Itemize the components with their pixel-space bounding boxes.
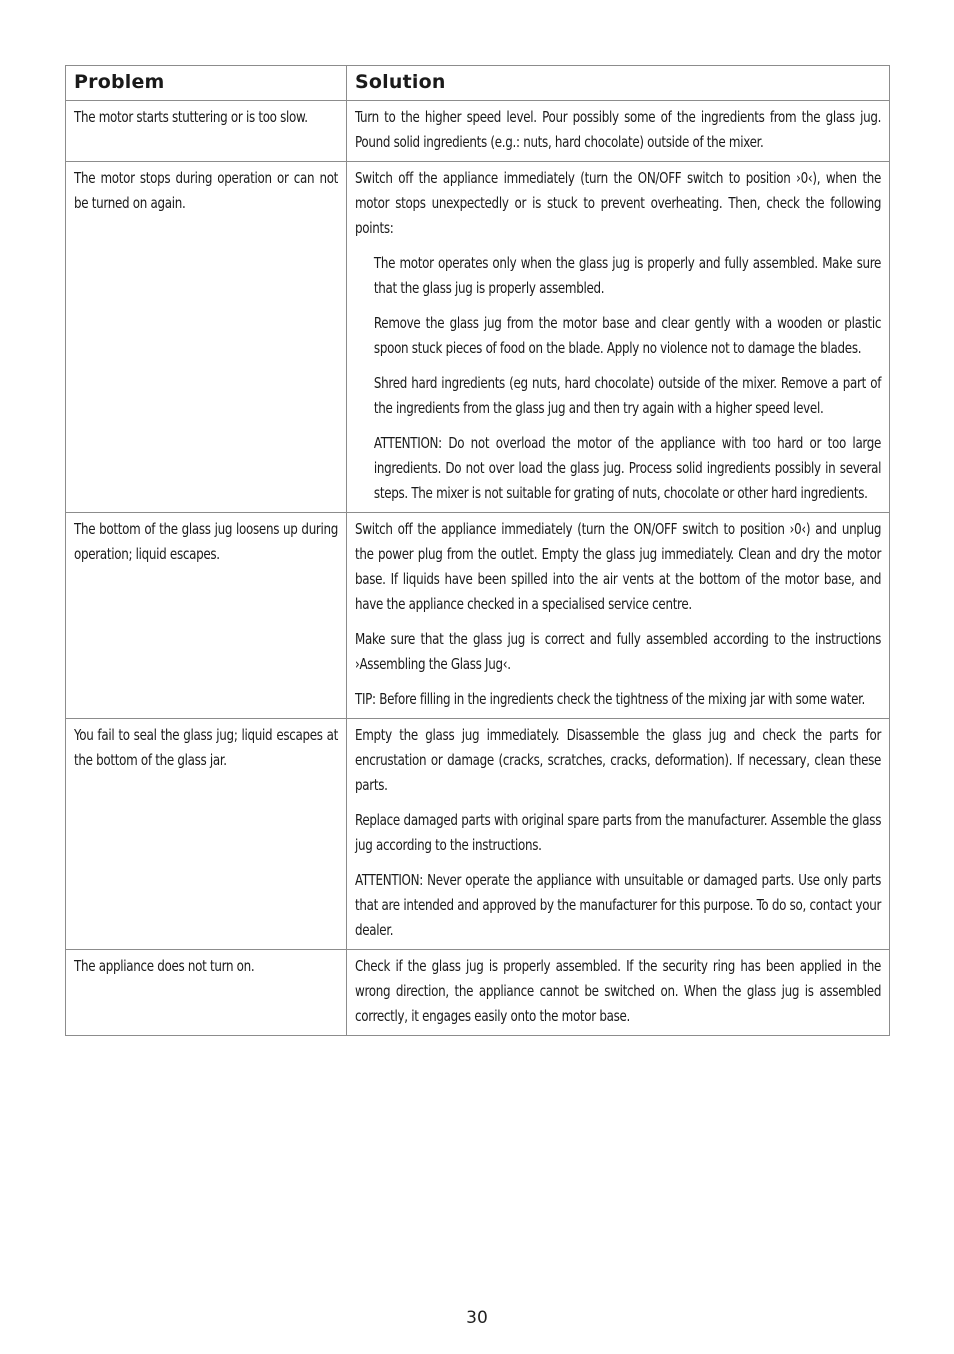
- problem-column-header: Problem: [66, 66, 347, 101]
- solution-column-header: Solution: [347, 66, 890, 101]
- solution-paragraph: Make sure that the glass jug is correct and fully assembled according to the instructions ›Assembling the Glass Jug‹.: [355, 630, 882, 673]
- table-row: [66, 719, 890, 950]
- problem-text: You fail to seal the glass jug; liquid escapes at the bottom of the glass jar.: [74, 726, 339, 769]
- problem-text: The motor stops during operation or can not be turned on again.: [74, 169, 339, 212]
- problem-cell: [66, 719, 347, 950]
- page-number: 30: [466, 1308, 488, 1328]
- solution-sub-point: ATTENTION: Do not overload the motor of the appliance with too hard or too large ingredients. Do not over load the glass jug. Process solid ingredients possibly in several steps. The mixer is not suitable for grating of nuts, chocolate or other hard ingredients.: [373, 434, 882, 502]
- solution-paragraph: Check if the glass jug is properly assembled. If the security ring has been applied in the wrong direction, the appliance cannot be switched on. When the glass jug is assembled correctly, it engages easily onto the motor base.: [355, 957, 882, 1025]
- solution-paragraph: Replace damaged parts with original spare parts from the manufacturer. Assemble the glass jug according to the instructions.: [355, 811, 882, 854]
- solution-cell: [347, 513, 890, 719]
- solution-sub-point: The motor operates only when the glass jug is properly and fully assembled. Make sure that the glass jug is properly assembled.: [373, 254, 882, 297]
- table-row: [66, 101, 890, 162]
- solution-cell: [347, 101, 890, 162]
- solution-tip: TIP: Before filling in the ingredients check the tightness of the mixing jar with some water.: [355, 690, 866, 708]
- problem-text: The appliance does not turn on.: [74, 957, 255, 975]
- solution-paragraph: Turn to the higher speed level. Pour possibly some of the ingredients from the glass jug. Pound solid ingredients (e.g.: nuts, hard chocolate) outside of the mixer.: [355, 108, 882, 151]
- problem-cell: [66, 513, 347, 719]
- problem-text: The bottom of the glass jug loosens up during operation; liquid escapes.: [74, 520, 339, 563]
- solution-sub-point: Shred hard ingredients (eg nuts, hard chocolate) outside of the mixer. Remove a part of the ingredients from the glass jug and then try again with a higher speed level.: [373, 374, 882, 417]
- solution-warning: ATTENTION: Never operate the appliance with unsuitable or damaged parts. Use only parts that are intended and approved by the manufacturer for this purpose. To do so, contact your dealer.: [355, 871, 882, 939]
- solution-paragraph: Switch off the appliance immediately (turn the ON/OFF switch to position ›0‹), when the motor stops unexpectedly or is stuck to prevent overheating. Then, check the following points:: [355, 169, 882, 237]
- problem-cell: [66, 101, 347, 162]
- solution-sub-point: Remove the glass jug from the motor base and clear gently with a wooden or plastic spoon stuck pieces of food on the blade. Apply no violence not to damage the blades.: [373, 314, 882, 357]
- problem-text: The motor starts stuttering or is too slow.: [74, 108, 308, 126]
- solution-cell: [347, 950, 890, 1036]
- problem-cell: [66, 950, 347, 1036]
- solution-cell: [347, 162, 890, 513]
- solution-paragraph: Empty the glass jug immediately. Disassemble the glass jug and check the parts for encrustation or damage (cracks, scratches, cracks, deformation). If necessary, clean these parts.: [355, 726, 882, 794]
- table-row: [66, 162, 890, 513]
- solution-cell: [347, 719, 890, 950]
- table-row: [66, 513, 890, 719]
- table-header-row: [66, 66, 890, 101]
- problem-cell: [66, 162, 347, 513]
- table-row: [66, 950, 890, 1036]
- solution-paragraph: Switch off the appliance immediately (turn the ON/OFF switch to position ›0‹) and unplug the power plug from the outlet. Empty the glass jug immediately. Clean and dry the motor base. If liquids have been spilled into the air vents at the bottom of the motor base, and have the appliance checked in a specialised service centre.: [355, 520, 882, 613]
- troubleshooting-table: [65, 65, 890, 1036]
